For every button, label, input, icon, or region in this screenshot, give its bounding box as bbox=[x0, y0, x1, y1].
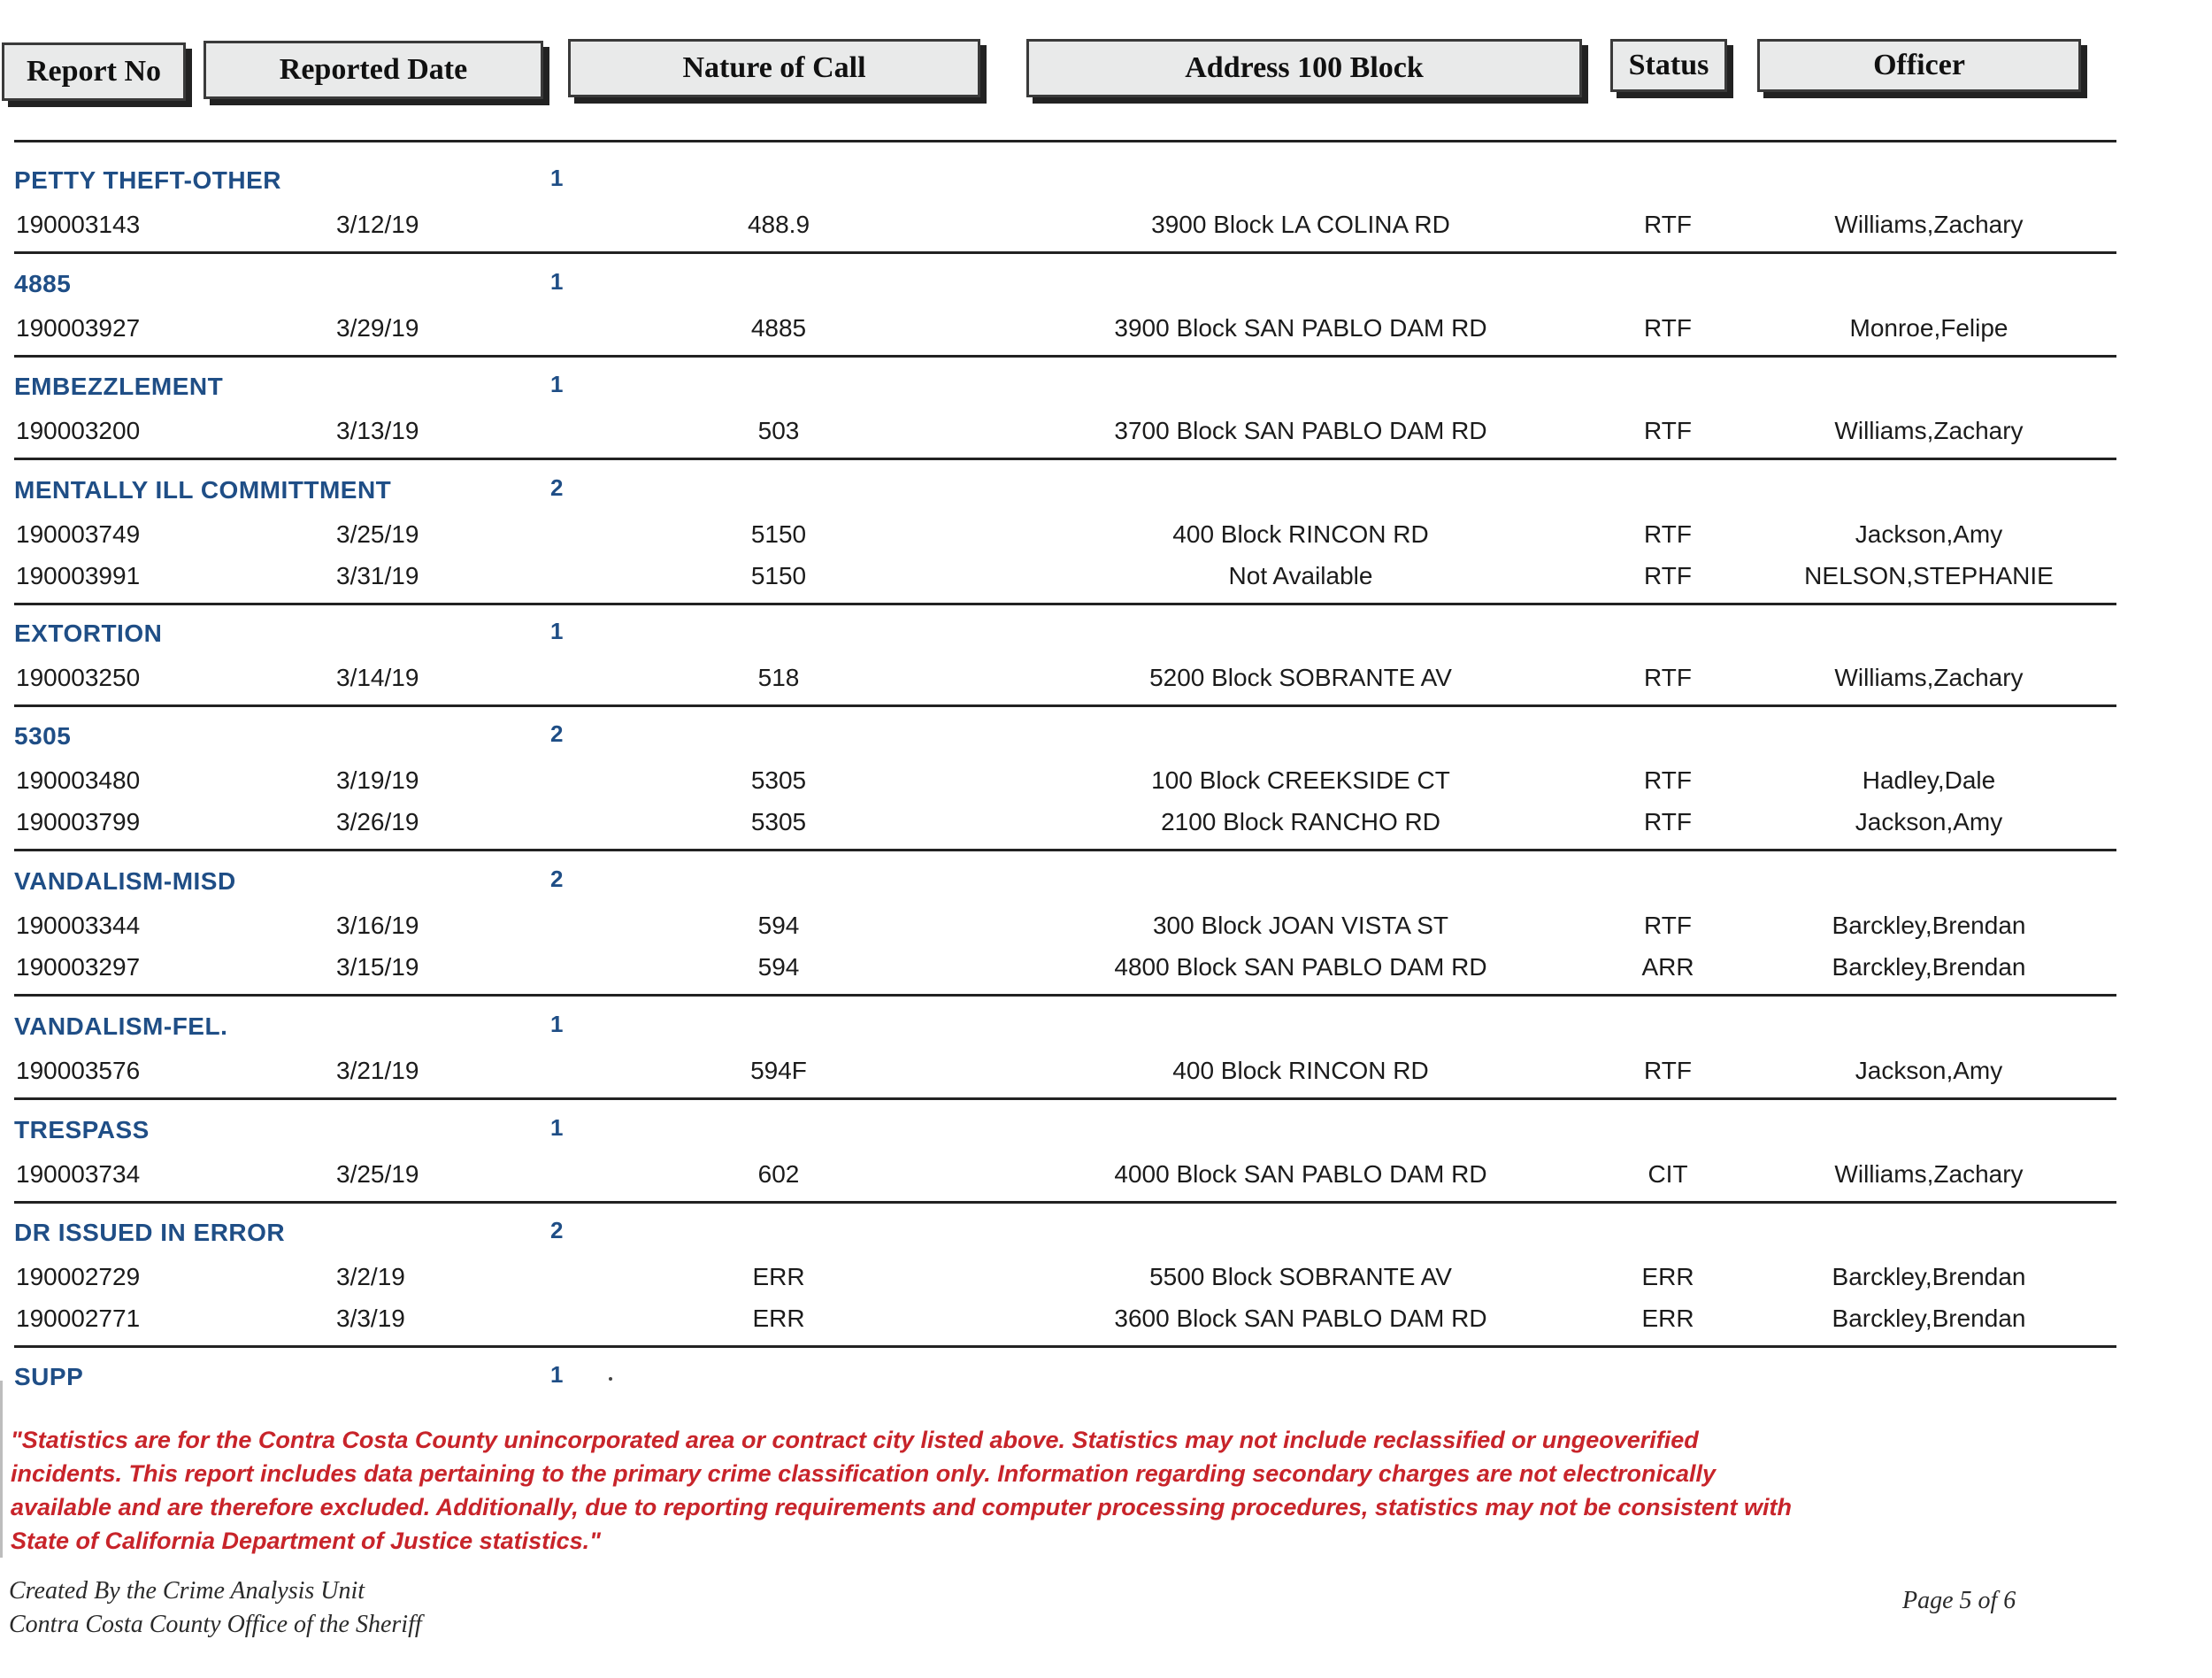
column-header-report-no: Report No bbox=[2, 42, 186, 101]
officer-name: Jackson,Amy bbox=[1855, 808, 2003, 835]
page-edge-shadow bbox=[0, 1381, 3, 1558]
address-block: 5200 Block SOBRANTE AV bbox=[1149, 664, 1452, 691]
group-label: 5305 bbox=[14, 722, 72, 750]
address-block: 3700 Block SAN PABLO DAM RD bbox=[1114, 417, 1487, 444]
address-block: 400 Block RINCON RD bbox=[1172, 520, 1429, 548]
address-block: 5500 Block SOBRANTE AV bbox=[1149, 1263, 1452, 1290]
reported-date: 3/14/19 bbox=[336, 664, 419, 691]
address-block: 100 Block CREEKSIDE CT bbox=[1151, 766, 1450, 794]
column-header-status: Status bbox=[1610, 39, 1727, 92]
reported-date: 3/25/19 bbox=[336, 520, 419, 548]
group-divider bbox=[14, 1201, 2116, 1204]
group-label: SUPP bbox=[14, 1363, 84, 1390]
status-code: RTF bbox=[1644, 1057, 1692, 1084]
officer-name: Williams,Zachary bbox=[1834, 417, 2024, 444]
group-count: 1 bbox=[550, 1361, 564, 1388]
nature-code: 5305 bbox=[750, 808, 807, 835]
reported-date: 3/2/19 bbox=[336, 1263, 405, 1290]
status-code: RTF bbox=[1644, 211, 1692, 238]
officer-name: Jackson,Amy bbox=[1855, 1057, 2003, 1084]
group-divider bbox=[14, 849, 2116, 851]
group-count: 2 bbox=[550, 866, 564, 892]
group-count: 2 bbox=[550, 1217, 564, 1243]
officer-name: Williams,Zachary bbox=[1834, 211, 2024, 238]
officer-name: Barckley,Brendan bbox=[1832, 1263, 2026, 1290]
group-divider bbox=[14, 704, 2116, 707]
address-block: 3600 Block SAN PABLO DAM RD bbox=[1114, 1305, 1487, 1332]
group-divider bbox=[14, 1097, 2116, 1100]
group-label: PETTY THEFT-OTHER bbox=[14, 166, 281, 194]
officer-name: Monroe,Felipe bbox=[1849, 314, 2008, 342]
group-label: TRESPASS bbox=[14, 1116, 150, 1143]
group-divider bbox=[14, 251, 2116, 254]
address-block: 400 Block RINCON RD bbox=[1172, 1057, 1429, 1084]
status-code: RTF bbox=[1644, 664, 1692, 691]
officer-name: Barckley,Brendan bbox=[1832, 953, 2026, 981]
officer-name: Williams,Zachary bbox=[1834, 664, 2024, 691]
report-number: 190002729 bbox=[16, 1263, 141, 1290]
group-label: EMBEZZLEMENT bbox=[14, 373, 224, 400]
status-code: RTF bbox=[1644, 562, 1692, 589]
group-count: 1 bbox=[550, 371, 564, 397]
reported-date: 3/16/19 bbox=[336, 912, 419, 939]
group-count: 1 bbox=[550, 165, 564, 191]
status-code: RTF bbox=[1644, 520, 1692, 548]
nature-code: 503 bbox=[757, 417, 800, 444]
address-block: 3900 Block SAN PABLO DAM RD bbox=[1114, 314, 1487, 342]
group-divider bbox=[14, 1345, 2116, 1348]
nature-code: 594 bbox=[757, 953, 800, 981]
group-divider bbox=[14, 994, 2116, 997]
column-header-address: Address 100 Block bbox=[1026, 39, 1582, 97]
officer-name: Jackson,Amy bbox=[1855, 520, 2003, 548]
reported-date: 3/19/19 bbox=[336, 766, 419, 794]
report-number: 190003799 bbox=[16, 808, 141, 835]
group-divider bbox=[14, 355, 2116, 358]
address-block: 4000 Block SAN PABLO DAM RD bbox=[1114, 1160, 1487, 1188]
disclaimer-note: "Statistics are for the Contra Costa County unincorporated area or contract city listed above. Statistics may not include reclassified or ungeoverified incidents. This report includes data pertaining to the primary crime classification only. Information regarding secondary charges are not electronically available and are therefore excluded. Additionally, due to reporting requirements and computer processing procedures, statistics may not be consistent with State of California Department of Justice statistics." bbox=[11, 1427, 1792, 1554]
reported-date: 3/12/19 bbox=[336, 211, 419, 238]
report-number: 190003749 bbox=[16, 520, 141, 548]
report-number: 190003576 bbox=[16, 1057, 141, 1084]
group-count: 1 bbox=[550, 618, 564, 644]
report-number: 190003991 bbox=[16, 562, 141, 589]
reported-date: 3/21/19 bbox=[336, 1057, 419, 1084]
column-header-reported-date: Reported Date bbox=[204, 41, 543, 99]
group-count: 2 bbox=[550, 474, 564, 501]
status-code: ERR bbox=[1641, 1263, 1694, 1290]
status-code: ERR bbox=[1641, 1305, 1694, 1332]
report-number: 190003480 bbox=[16, 766, 141, 794]
scan-speck bbox=[609, 1377, 612, 1381]
reported-date: 3/13/19 bbox=[336, 417, 419, 444]
column-header-officer: Officer bbox=[1757, 39, 2081, 92]
report-number: 190003297 bbox=[16, 953, 141, 981]
group-count: 1 bbox=[550, 1114, 564, 1141]
nature-code: 488.9 bbox=[747, 211, 810, 238]
officer-name: NELSON,STEPHANIE bbox=[1804, 562, 2054, 589]
report-number: 190003143 bbox=[16, 211, 141, 238]
reported-date: 3/3/19 bbox=[336, 1305, 405, 1332]
nature-code: 602 bbox=[757, 1160, 800, 1188]
address-block: 2100 Block RANCHO RD bbox=[1161, 808, 1440, 835]
status-code: RTF bbox=[1644, 766, 1692, 794]
page-number: Page 5 of 6 bbox=[1902, 1587, 2016, 1614]
address-block: 4800 Block SAN PABLO DAM RD bbox=[1114, 953, 1487, 981]
reported-date: 3/26/19 bbox=[336, 808, 419, 835]
group-divider bbox=[14, 458, 2116, 460]
nature-code: ERR bbox=[752, 1305, 805, 1332]
nature-code: 5305 bbox=[750, 766, 807, 794]
nature-code: 4885 bbox=[750, 314, 807, 342]
nature-code: ERR bbox=[752, 1263, 805, 1290]
report-number: 190003344 bbox=[16, 912, 141, 939]
address-block: 300 Block JOAN VISTA ST bbox=[1152, 912, 1449, 939]
report-number: 190003734 bbox=[16, 1160, 141, 1188]
column-header-nature-of-call: Nature of Call bbox=[568, 39, 980, 97]
address-block: 3900 Block LA COLINA RD bbox=[1151, 211, 1450, 238]
report-number: 190002771 bbox=[16, 1305, 141, 1332]
group-label: MENTALLY ILL COMMITTMENT bbox=[14, 476, 392, 504]
group-count: 1 bbox=[550, 268, 564, 295]
reported-date: 3/25/19 bbox=[336, 1160, 419, 1188]
officer-name: Barckley,Brendan bbox=[1832, 912, 2026, 939]
group-label: DR ISSUED IN ERROR bbox=[14, 1219, 286, 1246]
group-divider bbox=[14, 603, 2116, 605]
report-number: 190003927 bbox=[16, 314, 141, 342]
created-by-line: Created By the Crime Analysis Unit bbox=[9, 1577, 365, 1605]
status-code: RTF bbox=[1644, 314, 1692, 342]
report-number: 190003250 bbox=[16, 664, 141, 691]
nature-code: 5150 bbox=[750, 520, 807, 548]
nature-code: 594 bbox=[757, 912, 800, 939]
group-label: EXTORTION bbox=[14, 620, 163, 647]
group-label: 4885 bbox=[14, 270, 72, 297]
group-label: VANDALISM-FEL. bbox=[14, 1012, 228, 1040]
nature-code: 518 bbox=[757, 664, 800, 691]
status-code: RTF bbox=[1644, 417, 1692, 444]
status-code: ARR bbox=[1641, 953, 1694, 981]
nature-code: 5150 bbox=[750, 562, 807, 589]
officer-name: Barckley,Brendan bbox=[1832, 1305, 2026, 1332]
group-label: VANDALISM-MISD bbox=[14, 867, 236, 895]
office-line: Contra Costa County Office of the Sheriff bbox=[9, 1611, 422, 1638]
status-code: RTF bbox=[1644, 912, 1692, 939]
header-rule bbox=[14, 140, 2116, 142]
report-number: 190003200 bbox=[16, 417, 141, 444]
officer-name: Williams,Zachary bbox=[1834, 1160, 2024, 1188]
officer-name: Hadley,Dale bbox=[1862, 766, 1996, 794]
reported-date: 3/31/19 bbox=[336, 562, 419, 589]
reported-date: 3/29/19 bbox=[336, 314, 419, 342]
status-code: CIT bbox=[1647, 1160, 1688, 1188]
address-block: Not Available bbox=[1228, 562, 1373, 589]
nature-code: 594F bbox=[750, 1057, 807, 1084]
group-count: 1 bbox=[550, 1011, 564, 1037]
status-code: RTF bbox=[1644, 808, 1692, 835]
group-count: 2 bbox=[550, 720, 564, 747]
reported-date: 3/15/19 bbox=[336, 953, 419, 981]
